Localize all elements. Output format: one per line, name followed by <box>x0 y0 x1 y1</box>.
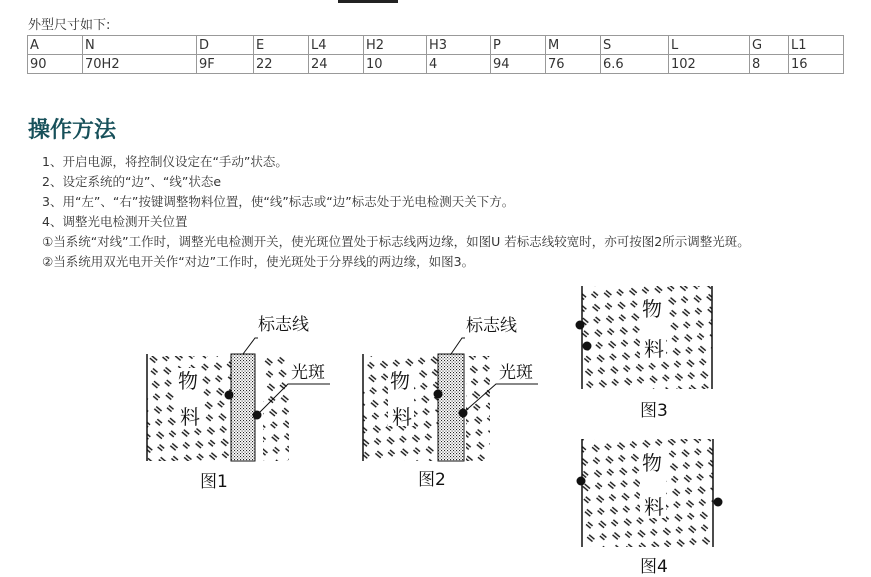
table-cell: 24 <box>309 55 364 74</box>
step-text: 3、用“左”、“右”按键调整物料位置，使“线”标志或“边”标志处于光电检测天关下方。 <box>42 194 515 209</box>
step-text: 4、调整光电检测开关位置 <box>42 214 188 229</box>
figure-caption: 图3 <box>640 401 668 421</box>
table-cell: 10 <box>364 55 427 74</box>
table-header-cell: H2 <box>364 36 427 55</box>
spot-label: 光斑 <box>291 363 325 383</box>
material-label-2: 料 <box>644 337 664 361</box>
step-text: 1、开启电源，将控制仪设定在“手动”状态。 <box>42 154 288 169</box>
table-cell: 6.6 <box>601 55 669 74</box>
table-header-cell: N <box>83 36 197 55</box>
figure-caption: 图2 <box>418 470 446 490</box>
mark-line-stripe <box>231 354 255 461</box>
table-cell: 8 <box>750 55 789 74</box>
figure-3 <box>576 286 713 421</box>
material-label-2: 料 <box>644 495 664 519</box>
table-cell: 9F <box>197 55 254 74</box>
operation-heading: 操作方法 <box>28 118 117 143</box>
material-label-1: 物 <box>390 369 410 393</box>
table-cell: 94 <box>491 55 546 74</box>
figure-caption: 图1 <box>200 472 228 492</box>
material-label-2: 料 <box>392 405 412 429</box>
table-cell: 70H2 <box>83 55 197 74</box>
table-header-cell: L1 <box>789 36 844 55</box>
figure-4 <box>577 439 723 577</box>
table-cell: 22 <box>254 55 309 74</box>
light-spot <box>434 390 443 399</box>
leader-line <box>451 338 465 354</box>
figure-1 <box>147 315 330 492</box>
step-text: ①当系统“对线”工作时，调整光电检测开关，使光斑位置处于标志线两边缘，如图U 若标志线较宽时，亦可按图2所示调整光斑。 <box>42 234 750 249</box>
light-spot <box>714 498 723 507</box>
light-spot <box>577 477 586 486</box>
material-label-1: 物 <box>642 297 662 321</box>
table-header-cell: H3 <box>427 36 491 55</box>
table-header-cell: D <box>197 36 254 55</box>
table-header-cell: G <box>750 36 789 55</box>
table-header-cell: L4 <box>309 36 364 55</box>
table-cell: 90 <box>28 55 83 74</box>
material-hatch <box>466 356 490 461</box>
mark-line-label: 标志线 <box>258 315 309 335</box>
light-spot <box>576 321 585 330</box>
leader-line <box>243 338 258 354</box>
material-label-1: 物 <box>178 369 198 393</box>
spot-label: 光斑 <box>499 363 533 383</box>
light-spot <box>583 342 592 351</box>
table-header-cell: S <box>601 36 669 55</box>
table-cell: 4 <box>427 55 491 74</box>
table-cell: 102 <box>669 55 750 74</box>
material-label-2: 料 <box>180 405 200 429</box>
light-spot <box>225 391 234 400</box>
mark-line-stripe <box>438 354 464 461</box>
material-hatch <box>263 356 289 461</box>
table-header-cell: M <box>546 36 601 55</box>
table-header-cell: A <box>28 36 83 55</box>
figure-2 <box>363 316 538 490</box>
table-header-cell: L <box>669 36 750 55</box>
step-text: ②当系统用双光电开关作“对边”工作时，使光斑处于分界线的两边缘，如图3。 <box>42 254 475 269</box>
step-text: 2、设定系统的“边”、“线”状态e <box>42 174 222 189</box>
material-label-1: 物 <box>642 451 662 475</box>
table-header-cell: E <box>254 36 309 55</box>
mark-line-label: 标志线 <box>466 316 517 336</box>
table-header-cell: P <box>491 36 546 55</box>
table-cell: 76 <box>546 55 601 74</box>
table-cell: 16 <box>789 55 844 74</box>
dimensions-title: 外型尺寸如下: <box>28 18 111 33</box>
figure-caption: 图4 <box>640 557 668 577</box>
